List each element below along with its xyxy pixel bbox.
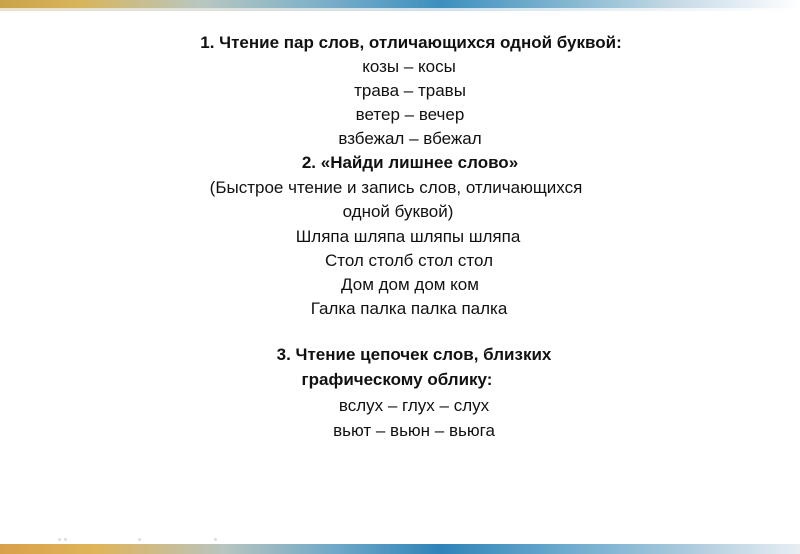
- section1-heading: 1. Чтение пар слов, отличающихся одной буквой:: [200, 33, 622, 52]
- section1-pair: взбежал – вбежал: [338, 129, 482, 148]
- top-decorative-bar: [0, 0, 800, 8]
- section2-row: Шляпа шляпа шляпы шляпа: [295, 227, 521, 246]
- section2-row: Стол столб стол стол: [324, 251, 494, 270]
- section3-heading-line1: 3. Чтение цепочек слов, близких: [276, 345, 552, 364]
- section1-pair: козы – косы: [362, 57, 456, 76]
- section3-heading-line2: графическому облику:: [301, 370, 493, 389]
- section1-pair: трава – травы: [354, 81, 466, 100]
- section2-note-line2: одной буквой): [342, 202, 454, 221]
- section2-heading: 2. «Найди лишнее слово»: [301, 153, 519, 172]
- top-bar-shadow: [0, 8, 800, 11]
- section1-pair: ветер – вечер: [355, 105, 465, 124]
- section3-chain: вьют – вьюн – вьюга: [333, 421, 495, 440]
- section3-chain: вслух – глух – слух: [338, 396, 490, 415]
- bottom-decorative-bar: [0, 544, 800, 554]
- section2-note-line1: (Быстрое чтение и запись слов, отличающихся: [209, 178, 583, 197]
- bottom-dot-decoration: [0, 534, 800, 544]
- section2-row: Дом дом дом ком: [341, 275, 479, 294]
- section2-row: Галка палка палка палка: [310, 299, 508, 318]
